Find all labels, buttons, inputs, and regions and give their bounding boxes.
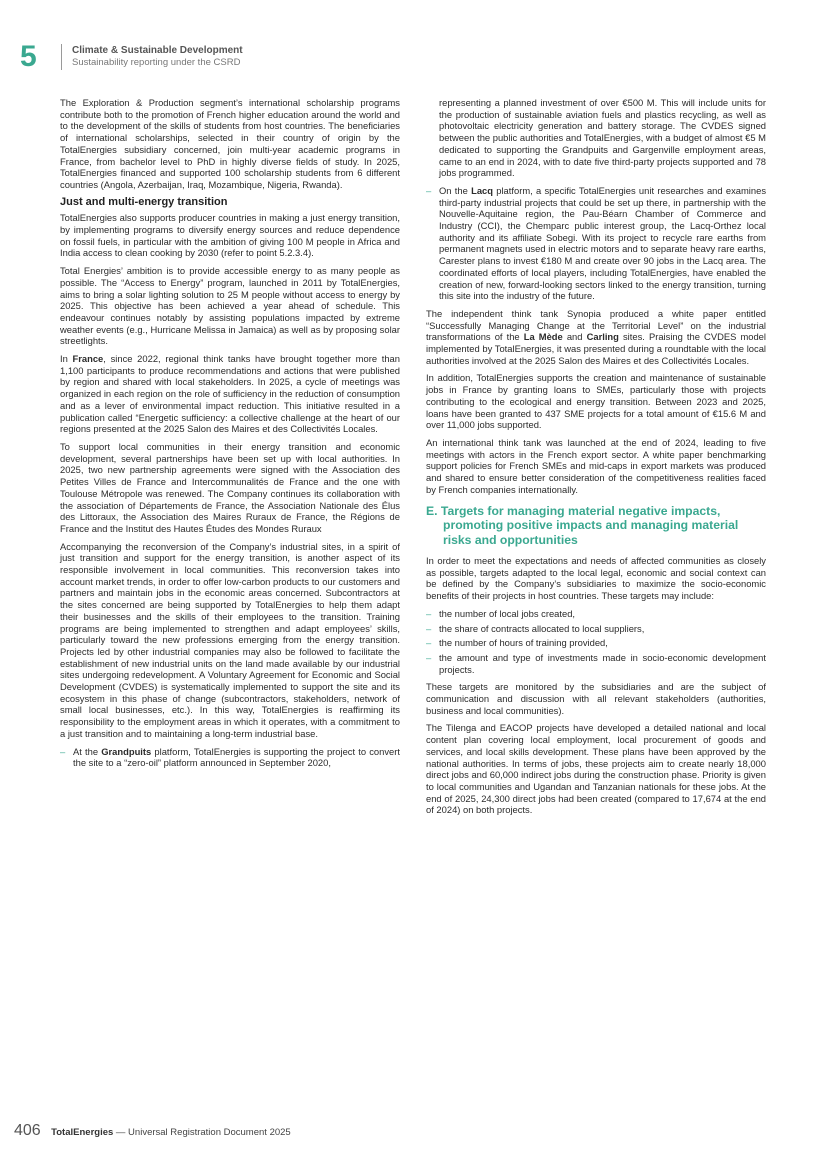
header-divider [61, 44, 62, 70]
list-item: – the share of contracts allocated to local suppliers, [426, 623, 766, 635]
bold-lacq: Lacq [471, 184, 493, 196]
paragraph-synopia: The independent think tank Synopia produced a white paper entitled “Successfully Managing Change at the Territorial Level” on the industrial transformations of the La Mède and Carling sites. Praising the CVDES model implemented by TotalEnergies, it was presented during a roundtable with the local authorities involved at the 2025 Salon des Maires et des Collectivités Locales. [426, 307, 766, 366]
chapter-number: 5 [20, 40, 37, 73]
paragraph-targets-intro: In order to meet the expectations and needs of affected communities as closely as possible, targets adapted to the local legal, economic and social context can be defined by the Company’s subsidiaries to maximize the socio-economic benefits of their projects in host countries. These targets may include: [426, 555, 766, 602]
targets-list [426, 608, 766, 676]
paragraph-producer-countries: TotalEnergies also supports producer countries in making a just energy transition, by implementing programs to diversify energy sources and reduce dependence on fossil fuels, in particular with the ambition of giving 100 M people in Africa and India access to clean cooking by 2030 (refer to point 5.2.3.4). [60, 212, 400, 259]
paragraph-access-to-energy: Total Energies’ ambition is to provide accessible energy to as many people as possible. The “Access to Energy” program, launched in 2011 by TotalEnergies, aims to bring a solar lighting solution to 25 M people without access to energy by 2025. This objective has been achieved a year ahead of schedule. This endeavour continues notably by assisting populations impacted by extreme weather events (e.g., Hurricane Melissa in Jamaica) as well as by proposing solar streetlights. [60, 265, 400, 347]
chapter-title: Climate & Sustainable Development [72, 45, 243, 56]
heading-just-transition: Just and multi-energy transition [60, 195, 228, 208]
list-item-lacq: – On the Lacq platform, a specific TotalEnergies unit researches and examines third-party industrial projects that could be set up there, in partnership with the Nouvelle-Aquitaine region, the Pau-Béarn Chamber of Commerce and Industry (CCI), the Chemparc public interest group, the Lacq-Orthez local authority and its affiliate Sobegi. With its project to recycle rare earths from permanent magnets used in electric motors and to separate heavy rare earths, Carester plans to invest €180 M and create over 90 jobs in the Lacq area. The coordinated efforts of local players, including TotalEnergies, have enabled the creation of new, forward-looking sectors linked to the energy transition, turning this site into the industry of the future. [426, 185, 766, 302]
chapter-subtitle: Sustainability reporting under the CSRD [72, 57, 241, 68]
list-item: – the number of hours of training provided, [426, 637, 766, 649]
paragraph-partnerships: To support local communities in their energy transition and economic development, several partnerships have been set up with local authorities. In 2025, two new partnership agreements were signed with the Association des Petites Villes de France and Intercommunalités de France and the one with Toulouse Métropole was renewed. The Company continues its collaboration with the association of Départements de France, the Association Nationale des Élus des Littoraux, the Association des Maires Ruraux de France, the Régions de France and the Institut des Hautes Études des Mondes Ruraux [60, 440, 400, 534]
list-item: – the amount and type of investments made in socio-economic development projects. [426, 652, 766, 675]
footer-document-title: — Universal Registration Document 2025 [113, 1127, 291, 1138]
list-item-grandpuits: – At the Grandpuits platform, TotalEnergies is supporting the project to convert the site to a “zero-oil” platform announced in September 2020, [60, 746, 400, 769]
paragraph-france: In France, since 2022, regional think tanks have brought together more than 1,100 participants to produce recommendations and actions that were published by region and shared with local stakeholders. In 2025, a cycle of meetings was organized in each region on the role of sufficiency in the reduction of consumption and as a lever of environmental impact reduction. This initiative resulted in a publication called “Energetic sufficiency: a collective challenge at the heart of our regions presented at the 2025 Salon des Maires et des Collectivités Locales. [60, 353, 400, 435]
paragraph-scholarships: The Exploration & Production segment’s international scholarship programs contribute both to the promotion of French higher education around the world and to the development of the skills of students from host countries. The beneficiaries of international scholarships, selected in their country of origin by the TotalEnergies subsidiary concerned, join multi-year academic programs in France, from bachelor level to PhD in highly diverse fields of study. In 2025, TotalEnergies financed and supported 100 scholarship students from 6 different countries (Angola, Azerbaijan, Iraq, Mozambique, Nigeria, Rwanda). [60, 97, 400, 190]
bullet-list-sites [60, 746, 400, 769]
list-item: – the number of local jobs created, [426, 608, 766, 620]
paragraph-monitoring: These targets are monitored by the subsidiaries and are the subject of communication and discussion with all relevant stakeholders (authorities, business and local communities). [426, 681, 766, 716]
paragraph-tilenga-eacop: The Tilenga and EACOP projects have developed a detailed national and local content plan covering local employment, local procurement of goods and services, and local skills development. These plans have been approved by the national authorities. In terms of jobs, these projects aim to create nearly 18,000 direct jobs and 60,000 indirect jobs during the construction phase. Priority is given to local communities and Ugandan and Tanzanian nationals for these jobs. At the end of 2025, 24,300 direct jobs had been created (compared to 17,674 at the end of 2024) on both projects. [426, 722, 766, 816]
right-column [426, 97, 766, 822]
section-heading-targets: E. Targets for managing material negative impacts, promoting positive impacts and managing material risks and opportunities [426, 503, 739, 547]
paragraph-sme-loans: In addition, TotalEnergies supports the creation and maintenance of sustainable jobs in France by granting loans to SMEs, particularly those with projects contributing to the ecological and energy transition. Between 2023 and 2025, loans have been granted to 437 SME projects for a total amount of €15.6 M and over 11,000 jobs supported. [426, 372, 766, 431]
bullet-list-lacq [426, 185, 766, 302]
bold-france: France [72, 353, 104, 365]
paragraph-reconversion: Accompanying the reconversion of the Company’s industrial sites, in a spirit of just transition and support for the energy transition, is another aspect of its responsible involvement in local communities. This reconversion takes into account market trends, in order to offer low-carbon products to our customers and partners and maintain jobs in the economic areas concerned. Subcontractors at the sites concerned are being supported by TotalEnergies to help them adapt their businesses and the skills of their employees to the transition. Training programs are being implemented to strengthen and adapt employees’ skills, particularly toward the new professions emerging from the energy transition. Projects led by other industrial companies may also be followed to facilitate the establishment of new industrial units on the land made available by our industrial sites undergoing redevelopment. A Voluntary Agreement for Economic and Social Development (CVDES) is systematically implemented to support the site and its ecosystem in this phase of change (subcontractors, stakeholders, network of small local businesses, etc.). In this way, TotalEnergies is reaffirming its responsibility to the employment areas in which it operates, with a commitment to a just transition and to maintaining a long-term industrial base. [60, 540, 400, 739]
bold-grandpuits: Grandpuits [101, 745, 152, 757]
bold-la-mede: La Mède [523, 331, 563, 343]
page-number: 406 [14, 1122, 41, 1139]
paragraph-grandpuits-continued: representing a planned investment of over €500 M. This will include units for the production of sustainable aviation fuels and plastics recycling, as well as photovoltaic electricity generation and battery storage. The CVDES signed between the public authorities and TotalEnergies, with a budget of almost €5 M dedicated to supporting the Grandpuits and Gargenville employment areas, came to an end in 2024, with to date five third-party projects supported and 78 jobs programmed. [439, 97, 766, 179]
left-column [60, 97, 400, 775]
paragraph-export-think-tank: An international think tank was launched at the end of 2024, leading to five meetings with actors in the French export sector. A white paper benchmarking support policies for French SMEs and mid-caps in export markets was produced and shared to ensure better consideration of the competitiveness realities faced by French companies internationally. [426, 436, 766, 495]
bold-carling: Carling [586, 331, 619, 343]
page-footer [14, 1122, 291, 1140]
footer-brand: TotalEnergies [51, 1127, 114, 1138]
